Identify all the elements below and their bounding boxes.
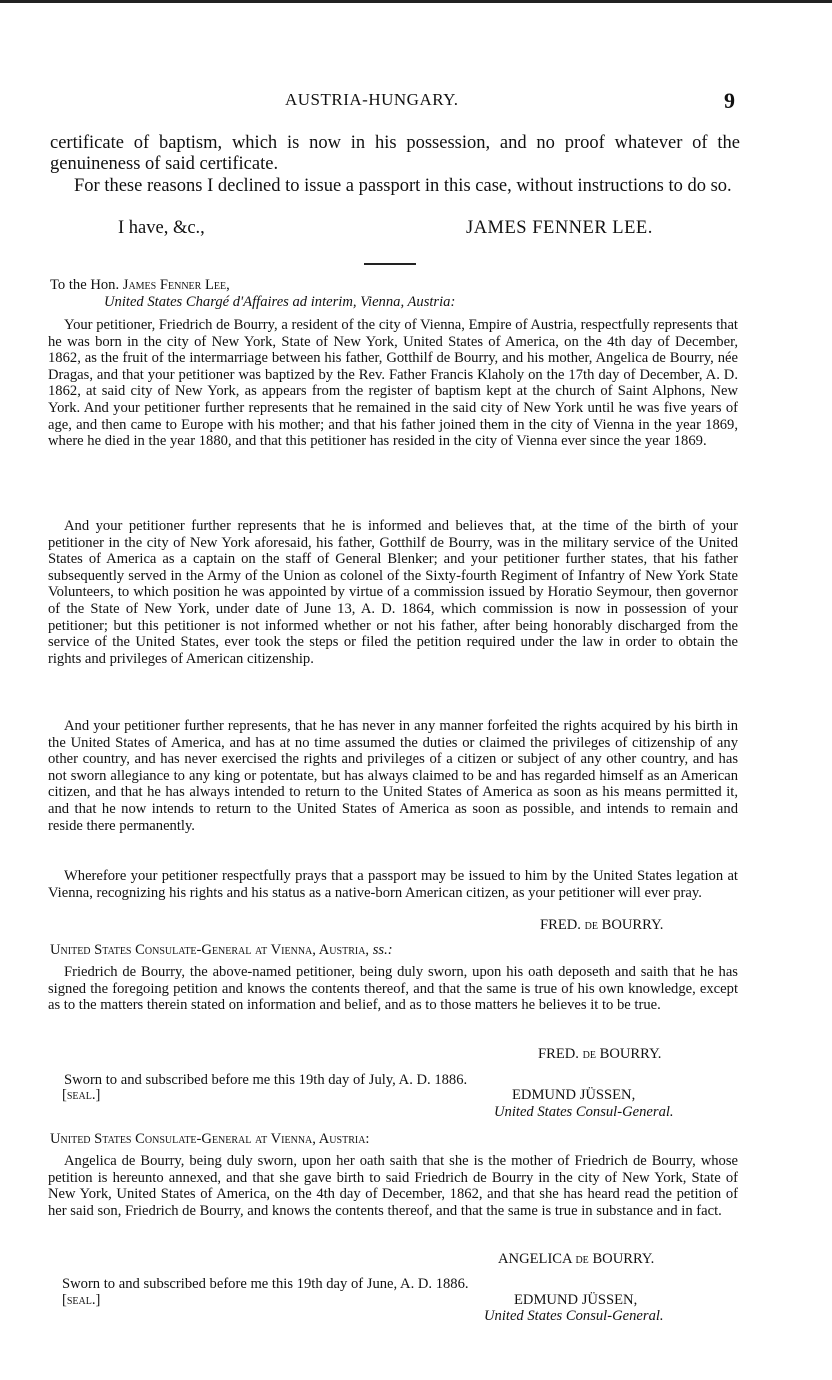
petition-paragraph-1 xyxy=(48,317,738,450)
petition-paragraph-4-text: Wherefore your petitioner respectfully prays that a passport may be issued to him by the United States legation at Vienna, recognizing his rights and his status as a native-born American citizen, as your petitioner will ever pray. xyxy=(48,868,738,901)
petition-paragraph-3-text: And your petitioner further represents, that he has never in any manner forfeited the rights acquired by his birth in the United States of America, and has at no time assumed the duties or claimed the privileges of citizenship of any other country, and has never exercised the rights and privileges of a citizen or subject of any other country, and has not sworn allegiance to any king or potentate, but has always claimed to be and has regarded himself as an American citizen, and that he has always intended to return to the United States of America as soon as his means permitted it, and that he now intends to return to the United States of America as soon as possible, and intends to remain and reside there permanently. xyxy=(48,718,738,834)
affidavit1-venue xyxy=(50,942,393,959)
running-title: AUSTRIA-HUNGARY. xyxy=(285,90,459,109)
affidavit1-seal: [seal.] xyxy=(62,1087,101,1103)
petition-paragraph-2 xyxy=(48,518,738,667)
affidavit1-text xyxy=(48,964,738,1014)
petition-paragraph-4 xyxy=(48,868,738,901)
letter-signature: JAMES FENNER LEE. xyxy=(466,218,653,238)
address-to: To the Hon. xyxy=(50,277,120,293)
affidavit2-officer-title: United States Consul-General. xyxy=(484,1308,664,1324)
petition-paragraph-1-text: Your petitioner, Friedrich de Bourry, a resident of the city of Vienna, Empire of Austria, respectfully represents that he was born in the city of New York, State of New York, United States of America, on the 4th day of December, 1862, as the fruit of the intermarriage between his father, Gotthilf de Bourry, and his mother, Angelica de Bourry, née Dragas, and that your petitioner was baptized by the Rev. Father Francis Klaholy on the 17th day of December, A. D. 1862, at said city of New York, as appears from the register of baptism kept at the church of Saint Alphons, New York. And your petitioner further represents that he remained in the said city of New York until he was five years of age, and then came to Europe with his mother; and that his father joined them in the city of Vienna in the year 1869, where he died in the year 1880, and that this petitioner has resided in the city of Vienna ever since the year 1869. xyxy=(48,317,738,450)
affidavit1-text-body: Friedrich de Bourry, the above-named petitioner, being duly sworn, upon his oath deposeth and saith that he has signed the foregoing petition and knows the contents thereof, and that the same is true of his own knowledge, except as to the matters therein stated on information and belief, and as to those matters he believes it to be true. xyxy=(48,964,738,1014)
affidavit1-venue-ss: ss.: xyxy=(372,942,393,958)
affidavit1-jurat: Sworn to and subscribed before me this 19th day of July, A. D. 1886. xyxy=(64,1072,468,1088)
petition-address xyxy=(50,277,230,294)
affidavit2-signature-particle: de xyxy=(575,1251,589,1267)
petition-signature-last: BOURRY. xyxy=(601,917,664,933)
affidavit1-venue-text: United States Consulate-General at Vienna, Austria, xyxy=(50,942,370,958)
petition-signature-first: FRED. xyxy=(540,917,581,933)
affidavit1-signature xyxy=(538,1046,661,1063)
petition-paragraph-2-text: And your petitioner further represents that he is informed and believes that, at the time of the birth of your petitioner in the city of New York aforesaid, his father, Gotthilf de Bourry, was in the military service of the United States of America as a captain on the staff of General Blenker; and your petitioner further states, that his father subsequently served in the Army of the Union as colonel of the Sixty-fourth Regiment of Infantry of New York State Volunteers, to which position he was appointed by virtue of a commission issued by Horatio Seymour, then governor of the State of New York, under date of June 13, A. D. 1864, which commission is now in possession of your petitioner; but this petitioner is not informed whether or not his father, after being honorably discharged from the service of the United States, ever took the steps or filed the petition required under the law in order to obtain the rights and privileges of American citizenship. xyxy=(48,518,738,667)
letter-reasons xyxy=(50,176,740,197)
address-comma: , xyxy=(226,277,230,293)
affidavit2-venue: United States Consulate-General at Vienna, Austria: xyxy=(50,1131,370,1147)
affidavit2-text xyxy=(48,1153,738,1219)
petition-signature xyxy=(540,917,663,934)
address-name: James Fenner Lee xyxy=(122,277,227,293)
section-divider xyxy=(364,263,416,265)
affidavit2-officer: EDMUND JÜSSEN, xyxy=(514,1292,638,1308)
petition-signature-particle: de xyxy=(584,917,598,933)
affidavit1-signature-particle: de xyxy=(582,1046,596,1062)
affidavit1-signature-last: BOURRY. xyxy=(599,1046,662,1062)
affidavit1-officer: EDMUND JÜSSEN, xyxy=(512,1087,636,1103)
affidavit2-signature xyxy=(498,1251,654,1268)
affidavit1-officer-title: United States Consul-General. xyxy=(494,1104,674,1120)
affidavit2-text-body: Angelica de Bourry, being duly sworn, upon her oath saith that she is the mother of Friedrich de Bourry, whose petition is hereunto annexed, and that she gave birth to said Friedrich de Bourry in the city of New York, State of New York, United States of America, on the 4th day of December, 1862, and that she has heard read the petition of her said son, Friedrich de Bourry, and knows the contents thereof, and that the same is true in substance and in fact. xyxy=(48,1153,738,1219)
affidavit2-jurat: Sworn to and subscribed before me this 19th day of June, A. D. 1886. xyxy=(62,1276,469,1292)
petition-paragraph-3 xyxy=(48,718,738,834)
affidavit2-signature-last: BOURRY. xyxy=(592,1251,655,1267)
top-border xyxy=(0,0,832,3)
page-number: 9 xyxy=(724,88,735,113)
letter-continuation: certificate of baptism, which is now in his possession, and no proof whatever of the genuineness of said certificate. xyxy=(50,133,740,174)
letter-reasons-text: For these reasons I declined to issue a passport in this case, without instructions to do so. xyxy=(74,176,732,196)
affidavit2-signature-first: ANGELICA xyxy=(498,1251,572,1267)
affidavit2-seal: [seal.] xyxy=(62,1292,101,1308)
running-header xyxy=(0,90,832,114)
address-title: United States Chargé d'Affaires ad interim, Vienna, Austria: xyxy=(104,294,456,310)
affidavit1-signature-first: FRED. xyxy=(538,1046,579,1062)
letter-closing: I have, &c., xyxy=(118,218,205,238)
